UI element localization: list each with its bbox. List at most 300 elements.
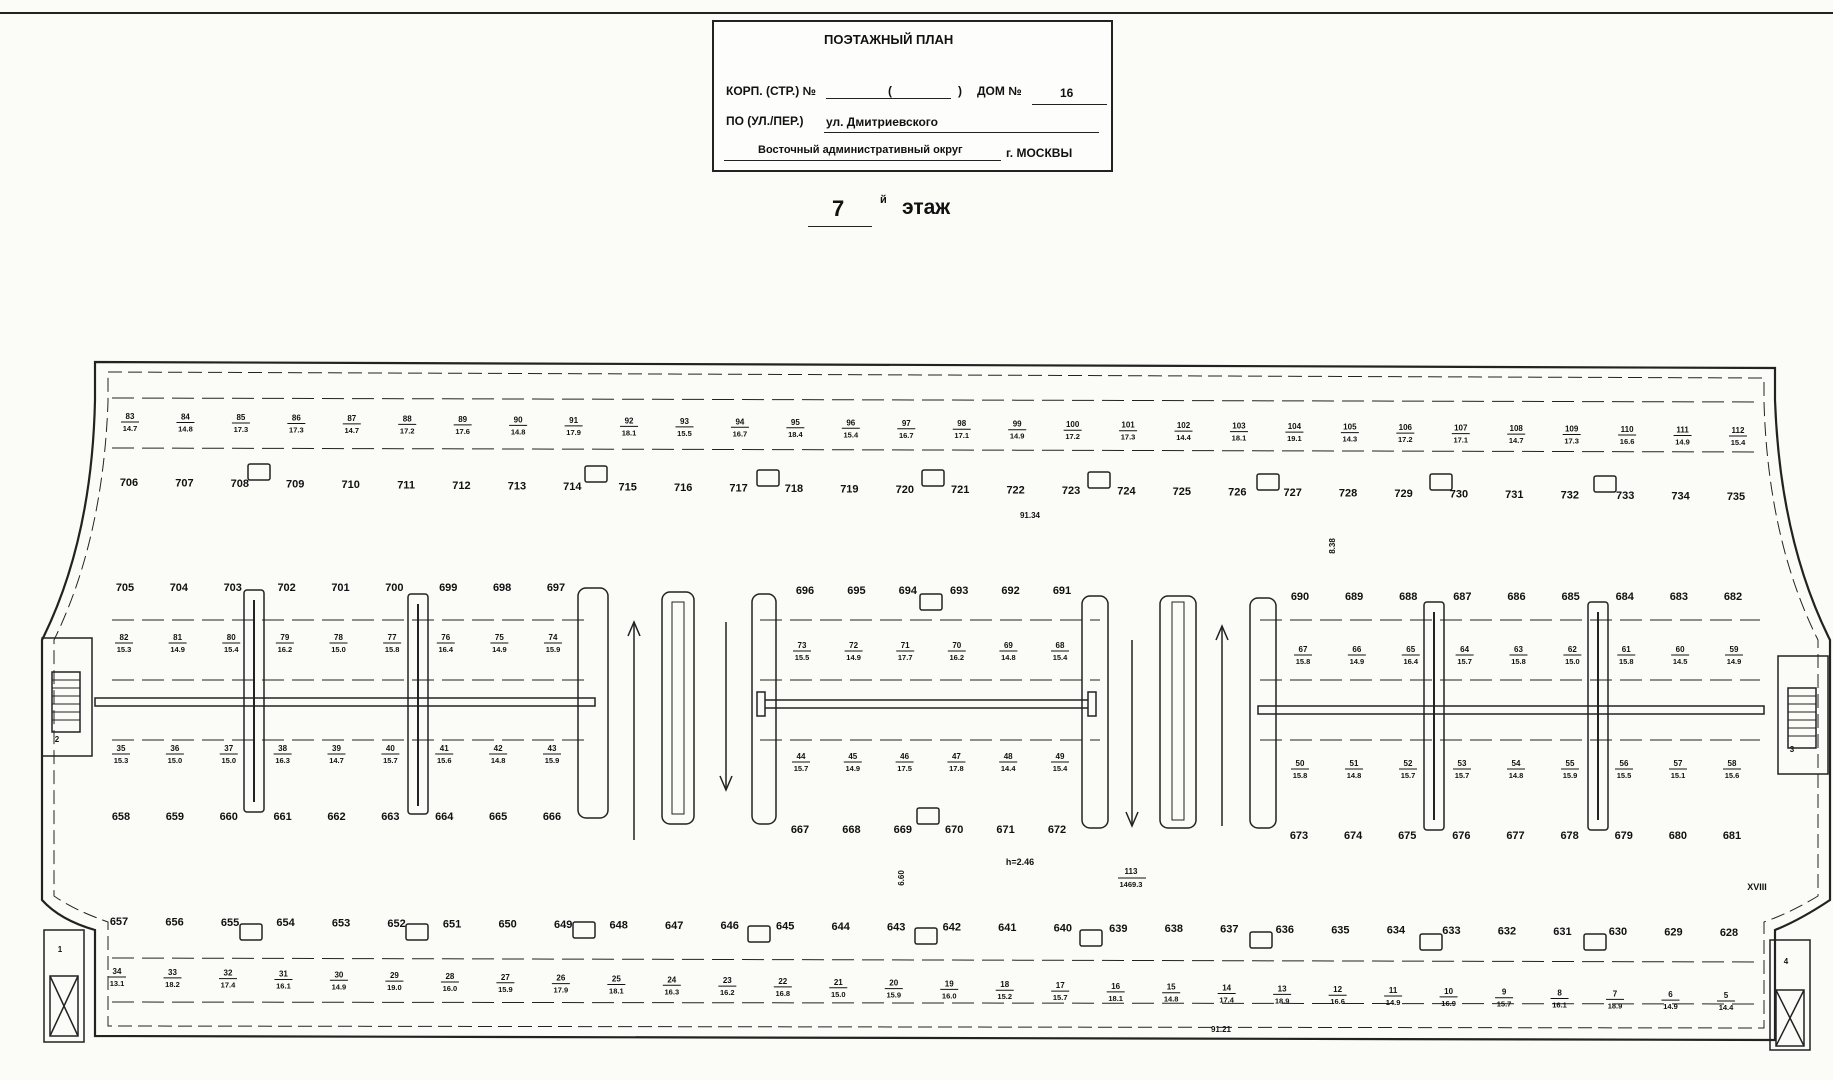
parking-space-number: 40: [385, 744, 395, 753]
parking-space-number: 70: [952, 641, 962, 650]
parking-space-number: 45: [848, 752, 858, 761]
parking-space-number: 65: [1406, 645, 1416, 654]
room-number: 639: [1109, 922, 1128, 935]
parking-space-area: 17.1: [954, 431, 970, 441]
room-number: 653: [331, 917, 351, 930]
parking-space-number: 89: [458, 414, 468, 424]
parking-space-area: 15.3: [116, 645, 132, 654]
parking-space-area: 15.9: [544, 756, 560, 765]
room-number: 681: [1722, 830, 1742, 842]
parking-space-area: 17.7: [897, 653, 913, 662]
floor-suffix: й: [880, 194, 887, 206]
room-number: 722: [1006, 484, 1025, 497]
room-number: 674: [1343, 830, 1363, 842]
parking-space-area: 15.5: [1616, 771, 1632, 780]
parking-space-area: 17.1: [1453, 435, 1469, 445]
parking-space-number: 69: [1003, 641, 1013, 650]
ramp-area: 1469.3: [1119, 880, 1143, 889]
ramp-elements: [578, 588, 1276, 840]
parking-space-number: 26: [556, 973, 566, 983]
room-number: 724: [1117, 485, 1136, 498]
parking-space-area: 14.9: [1009, 431, 1025, 441]
parking-space-number: 83: [125, 412, 135, 421]
room-number: 682: [1723, 591, 1743, 603]
parking-space-number: 23: [722, 976, 732, 986]
korp-value: (: [888, 84, 892, 98]
room-number: 717: [729, 482, 748, 495]
room-number: 656: [165, 916, 184, 929]
parking-space-number: 44: [796, 752, 806, 761]
parking-space-number: 50: [1295, 759, 1305, 768]
parking-space-area: 15.4: [843, 430, 859, 440]
room-number: 696: [795, 585, 815, 597]
parking-space-number: 39: [332, 744, 341, 753]
parking-space-area: 14.8: [178, 424, 193, 434]
parking-space-number: 66: [1352, 645, 1362, 654]
parking-space-area: 14.9: [170, 645, 185, 654]
parking-space-number: 27: [500, 972, 510, 982]
parking-space-number: 47: [951, 752, 961, 761]
parking-space-area: 15.1: [1670, 771, 1686, 780]
parking-space-area: 15.0: [1565, 657, 1580, 666]
parking-space-area: 15.7: [1496, 999, 1512, 1009]
room-number: 668: [842, 824, 861, 836]
parking-space-area: 16.3: [275, 756, 290, 765]
parking-space-number: 93: [680, 416, 689, 426]
room-number: 719: [840, 483, 859, 496]
parking-space-area: 15.3: [113, 756, 129, 765]
room-number: 663: [381, 811, 400, 823]
room-number: 634: [1386, 924, 1406, 937]
parking-space-area: 17.2: [1398, 435, 1413, 445]
parking-space-area: 15.8: [1618, 657, 1634, 666]
parking-space-number: 110: [1620, 425, 1634, 435]
parking-space-area: 16.7: [732, 429, 748, 439]
parking-space-area: 14.9: [1675, 437, 1690, 447]
room-number: 671: [996, 824, 1015, 836]
parking-space-number: 42: [493, 744, 503, 753]
room-number: 669: [893, 824, 912, 836]
parking-space-area: 16.2: [277, 645, 293, 654]
parking-space-number: 97: [901, 418, 911, 428]
parking-space-area: 18.1: [1108, 993, 1123, 1003]
room-number: 662: [327, 811, 346, 823]
parking-space-area: 18.2: [165, 979, 180, 989]
parking-space-area: 15.7: [1454, 771, 1470, 780]
parking-space-area: 15.0: [331, 645, 346, 654]
parking-space-number: 38: [278, 744, 288, 753]
room-number: 652: [387, 917, 406, 930]
parking-space-number: 55: [1565, 759, 1575, 768]
parking-space-area: 17.3: [233, 424, 249, 434]
dimension-right-vertical: 8.38: [1328, 538, 1337, 554]
dimension-bottom: 91.21: [1210, 1025, 1232, 1034]
district-text: Восточный административный округ: [758, 144, 963, 156]
room-number: 678: [1560, 830, 1579, 842]
parking-space-area: 16.2: [720, 988, 735, 998]
floor-word: этаж: [902, 196, 951, 219]
parking-space-area: 15.2: [997, 992, 1013, 1002]
parking-space-area: 14.7: [122, 424, 138, 433]
parking-space-area: 15.6: [436, 756, 452, 765]
room-number: 718: [784, 482, 804, 495]
parking-space-number: 87: [347, 413, 357, 423]
room-number: 704: [169, 582, 189, 594]
room-number: 665: [488, 811, 508, 823]
parking-space-number: 95: [790, 417, 800, 427]
parking-space-area: 17.2: [1065, 432, 1080, 442]
parking-space-area: 17.4: [220, 980, 236, 990]
room-number: 725: [1172, 486, 1192, 499]
parking-space-number: 46: [900, 752, 910, 761]
room-number: 684: [1615, 591, 1634, 603]
parking-space-area: 16.2: [949, 653, 965, 662]
parking-space-number: 112: [1731, 426, 1745, 435]
parking-space-area: 14.4: [1176, 433, 1191, 443]
stair-right-number: 3: [1789, 745, 1795, 754]
parking-space-number: 73: [797, 641, 807, 650]
room-number: 657: [109, 916, 129, 928]
room-number: 710: [341, 478, 360, 491]
parking-space-area: 14.9: [1663, 1002, 1678, 1012]
parking-space-number: 107: [1454, 423, 1468, 433]
parking-space-area: 18.9: [1607, 1001, 1623, 1011]
parking-space-area: 19.0: [387, 983, 402, 993]
parking-space-area: 15.9: [886, 990, 902, 1000]
room-number: 686: [1507, 591, 1526, 603]
room-number: 649: [553, 919, 573, 932]
parking-space-number: 111: [1676, 425, 1689, 435]
parking-space-number: 80: [226, 633, 236, 642]
room-number: 675: [1398, 830, 1417, 842]
room-number: 707: [175, 477, 194, 490]
parking-space-area: 19.1: [1287, 434, 1302, 444]
parking-space-area: 16.6: [1619, 437, 1635, 447]
parking-space-number: 54: [1511, 759, 1521, 768]
parking-space-number: 37: [224, 744, 234, 753]
parking-space-area: 15.7: [793, 764, 809, 773]
parking-space-number: 43: [547, 744, 557, 753]
room-number: 689: [1344, 591, 1364, 603]
parking-space-area: 15.7: [1400, 771, 1416, 780]
room-number: 632: [1497, 925, 1517, 938]
room-number: 693: [950, 585, 969, 597]
parking-space-number: 19: [944, 979, 954, 989]
room-number: 688: [1399, 591, 1418, 603]
parking-space-number: 82: [119, 633, 129, 642]
room-number: 658: [111, 811, 131, 823]
parking-space-area: 17.3: [289, 425, 304, 435]
parking-space-number: 100: [1065, 420, 1080, 430]
room-number: 630: [1608, 926, 1628, 939]
room-number: 640: [1053, 922, 1072, 935]
street-label: ПО (УЛ./ПЕР.): [726, 114, 804, 128]
room-number: 735: [1726, 491, 1746, 503]
room-number: 633: [1442, 925, 1461, 938]
parking-space-number: 103: [1232, 421, 1246, 431]
parking-space-number: 84: [180, 412, 190, 422]
parking-space-number: 13: [1277, 984, 1287, 994]
parking-space-area: 17.3: [1120, 432, 1136, 442]
room-number: 701: [331, 582, 350, 594]
parking-space-area: 18.1: [609, 986, 624, 996]
room-number: 723: [1061, 485, 1081, 498]
parking-space-number: 68: [1055, 641, 1065, 650]
parking-space-number: 75: [494, 633, 504, 642]
parking-space-area: 14.8: [510, 427, 526, 437]
parking-space-number: 91: [569, 415, 579, 425]
floor-number: 7: [832, 196, 845, 221]
parking-space-area: 17.9: [553, 985, 569, 995]
parking-space-area: 18.1: [621, 428, 637, 438]
room-number: 687: [1453, 591, 1472, 603]
room-number: 703: [223, 582, 242, 594]
room-number: 730: [1449, 488, 1469, 501]
korp-close: ): [958, 84, 962, 98]
parking-space-area: 14.7: [344, 425, 360, 435]
parking-space-number: 108: [1509, 424, 1523, 434]
parking-space-area: 15.0: [167, 756, 183, 765]
room-number: 641: [998, 922, 1017, 935]
parking-space-area: 18.1: [1231, 433, 1247, 443]
parking-space-area: 13.1: [109, 979, 125, 988]
parking-space-number: 58: [1727, 759, 1737, 768]
room-number: 659: [165, 811, 185, 823]
city-text: г. МОСКВЫ: [1006, 146, 1073, 160]
parking-space-number: 76: [441, 633, 451, 642]
parking-space-area: 14.4: [1000, 764, 1016, 773]
parking-space-number: 16: [1111, 981, 1121, 991]
parking-space-number: 52: [1403, 759, 1413, 768]
room-number: 691: [1052, 585, 1072, 597]
parking-space-number: 18: [1000, 980, 1010, 990]
parking-space-number: 20: [889, 978, 899, 988]
room-number: 646: [720, 920, 739, 933]
room-number: 644: [831, 920, 850, 933]
room-number: 655: [220, 916, 240, 929]
parking-space-number: 7: [1612, 989, 1618, 999]
room-number: 636: [1275, 923, 1295, 936]
parking-space-area: 17.4: [1219, 995, 1234, 1005]
parking-space-number: 99: [1012, 419, 1022, 429]
parking-space-area: 14.9: [492, 645, 507, 654]
parking-space-number: 53: [1457, 759, 1467, 768]
parking-space-number: 57: [1673, 759, 1683, 768]
parking-space-area: 14.3: [1342, 434, 1358, 444]
dimension-top: 91.34: [1019, 511, 1041, 520]
korp-label: КОРП. (СТР.) №: [726, 84, 816, 98]
parking-space-number: 78: [334, 633, 343, 642]
parking-space-number: 22: [778, 976, 788, 986]
room-number: 715: [618, 481, 637, 494]
parking-space-number: 63: [1514, 645, 1523, 654]
parking-space-number: 60: [1675, 645, 1685, 654]
room-number: 683: [1669, 591, 1689, 603]
parking-space-area: 15.4: [1730, 438, 1746, 447]
parking-space-number: 59: [1729, 645, 1739, 654]
room-number: 650: [498, 918, 517, 931]
parking-space-number: 31: [278, 969, 288, 979]
street-value: ул. Дмитриевского: [826, 115, 938, 129]
plan-labels: [55, 412, 1795, 1034]
parking-space-area: 18.9: [1274, 996, 1290, 1006]
room-number: 721: [951, 484, 970, 497]
parking-space-number: 81: [173, 633, 183, 642]
parking-space-number: 86: [291, 413, 301, 423]
parking-space-area: 14.8: [1001, 653, 1016, 662]
parking-space-number: 8: [1557, 988, 1562, 998]
room-number: 651: [442, 918, 462, 931]
room-number: 694: [898, 585, 917, 597]
room-number: 635: [1331, 924, 1350, 937]
room-number: 670: [945, 824, 964, 836]
parking-space-number: 71: [900, 641, 910, 650]
parking-space-area: 15.5: [677, 428, 692, 438]
room-number: 685: [1561, 591, 1580, 603]
parking-space-area: 15.8: [384, 645, 400, 654]
parking-space-number: 88: [402, 414, 412, 424]
parking-space-area: 16.6: [1330, 997, 1345, 1007]
room-number: 733: [1615, 490, 1635, 503]
parking-space-area: 16.4: [438, 645, 454, 654]
parking-space-number: 5: [1723, 991, 1729, 1000]
parking-space-number: 14: [1222, 983, 1232, 993]
parking-space-area: 17.8: [949, 764, 964, 773]
room-number: 629: [1664, 926, 1683, 939]
parking-space-number: 64: [1460, 645, 1470, 654]
lift-right-number: 4: [1783, 957, 1789, 966]
parking-space-area: 16.7: [898, 430, 914, 440]
room-number: 712: [452, 479, 471, 492]
parking-space-area: 16.0: [442, 983, 458, 993]
parking-space-number: 104: [1287, 422, 1302, 432]
room-number: 732: [1560, 489, 1579, 502]
parking-space-number: 10: [1444, 986, 1454, 996]
room-number: 676: [1452, 830, 1471, 842]
room-number: 729: [1394, 488, 1413, 501]
parking-space-number: 15: [1166, 982, 1176, 992]
parking-space-number: 56: [1619, 759, 1629, 768]
room-number: 711: [397, 479, 415, 492]
room-number: 727: [1283, 487, 1302, 500]
parking-space-area: 17.9: [566, 427, 581, 437]
parking-space-area: 17.6: [455, 426, 470, 436]
parking-space-number: 29: [389, 971, 399, 981]
parking-space-area: 15.8: [1295, 657, 1311, 666]
ramp-number: 113: [1124, 867, 1138, 876]
parking-space-area: 15.7: [383, 756, 398, 765]
room-number: 642: [942, 921, 961, 934]
room-number: 692: [1001, 585, 1020, 597]
room-number: 699: [439, 582, 458, 594]
parking-space-area: 14.9: [845, 764, 861, 773]
room-number: 720: [895, 483, 914, 496]
central-walls: [95, 692, 1764, 716]
parking-space-area: 18.4: [788, 429, 803, 439]
room-number: 698: [492, 582, 512, 594]
parking-space-number: 9: [1501, 987, 1507, 997]
room-number: 734: [1671, 490, 1690, 503]
room-number: 631: [1553, 925, 1572, 938]
parking-space-area: 15.9: [545, 645, 561, 654]
parking-space-area: 14.9: [846, 653, 861, 662]
room-number: 716: [673, 481, 693, 494]
parking-space-area: 17.5: [897, 764, 912, 773]
parking-space-area: 15.6: [1724, 771, 1740, 780]
room-number: 702: [277, 582, 296, 594]
parking-space-area: 15.0: [830, 989, 846, 999]
room-number: 647: [664, 919, 684, 932]
room-number: 648: [609, 919, 628, 932]
parking-space-area: 15.4: [1052, 653, 1068, 662]
room-number: 726: [1228, 486, 1247, 499]
room-number: 708: [230, 477, 250, 490]
room-number: 645: [776, 920, 795, 933]
dom-label: ДОМ №: [977, 84, 1022, 98]
parking-space-number: 106: [1398, 423, 1412, 433]
room-number: 679: [1614, 830, 1633, 842]
axis-label: XVIII: [1747, 882, 1767, 892]
parking-space-number: 79: [280, 633, 290, 642]
parking-space-area: 15.0: [221, 756, 237, 765]
room-number: 666: [542, 811, 562, 823]
parking-space-area: 15.9: [1562, 771, 1578, 780]
room-number: 690: [1290, 591, 1310, 603]
room-number: 667: [790, 824, 810, 836]
parking-space-number: 48: [1003, 752, 1013, 761]
parking-space-area: 16.9: [1441, 998, 1456, 1008]
parking-space-number: 62: [1567, 645, 1577, 654]
parking-space-number: 36: [170, 744, 180, 753]
parking-space-number: 34: [112, 967, 122, 976]
parking-space-area: 15.7: [1052, 993, 1068, 1003]
room-number: 677: [1506, 830, 1525, 842]
parking-space-area: 14.8: [1163, 994, 1179, 1004]
room-number: 654: [276, 917, 295, 930]
room-number: 637: [1220, 923, 1239, 936]
room-number: 709: [286, 478, 305, 491]
parking-space-number: 25: [611, 974, 621, 984]
parking-space-area: 14.8: [1508, 771, 1524, 780]
parking-space-number: 33: [168, 967, 177, 977]
room-number: 680: [1668, 830, 1688, 842]
parking-space-area: 17.3: [1564, 436, 1579, 446]
parking-space-area: 14.7: [329, 756, 344, 765]
parking-space-area: 14.9: [331, 982, 347, 992]
parking-space-number: 6: [1668, 990, 1673, 1000]
parking-space-number: 24: [667, 975, 677, 985]
parking-space-area: 15.9: [498, 984, 513, 994]
room-number: 728: [1338, 487, 1358, 500]
parking-space-area: 14.7: [1508, 436, 1524, 446]
parking-space-area: 16.1: [1552, 1000, 1567, 1010]
parking-space-area: 16.0: [941, 991, 957, 1001]
parking-space-area: 14.9: [1385, 998, 1401, 1008]
room-number: 705: [115, 582, 135, 594]
room-number: 713: [507, 480, 527, 493]
parking-space-number: 28: [445, 971, 455, 981]
parking-space-area: 16.4: [1403, 657, 1419, 666]
room-number: 700: [385, 582, 404, 594]
room-number: 672: [1047, 824, 1067, 836]
room-number: 706: [119, 477, 139, 489]
parking-space-area: 15.4: [223, 645, 239, 654]
lift-left-number: 1: [57, 945, 63, 954]
parking-space-number: 17: [1055, 981, 1065, 991]
parking-space-area: 16.3: [664, 987, 680, 997]
parking-space-number: 11: [1388, 986, 1398, 996]
parking-space-number: 94: [735, 417, 745, 427]
